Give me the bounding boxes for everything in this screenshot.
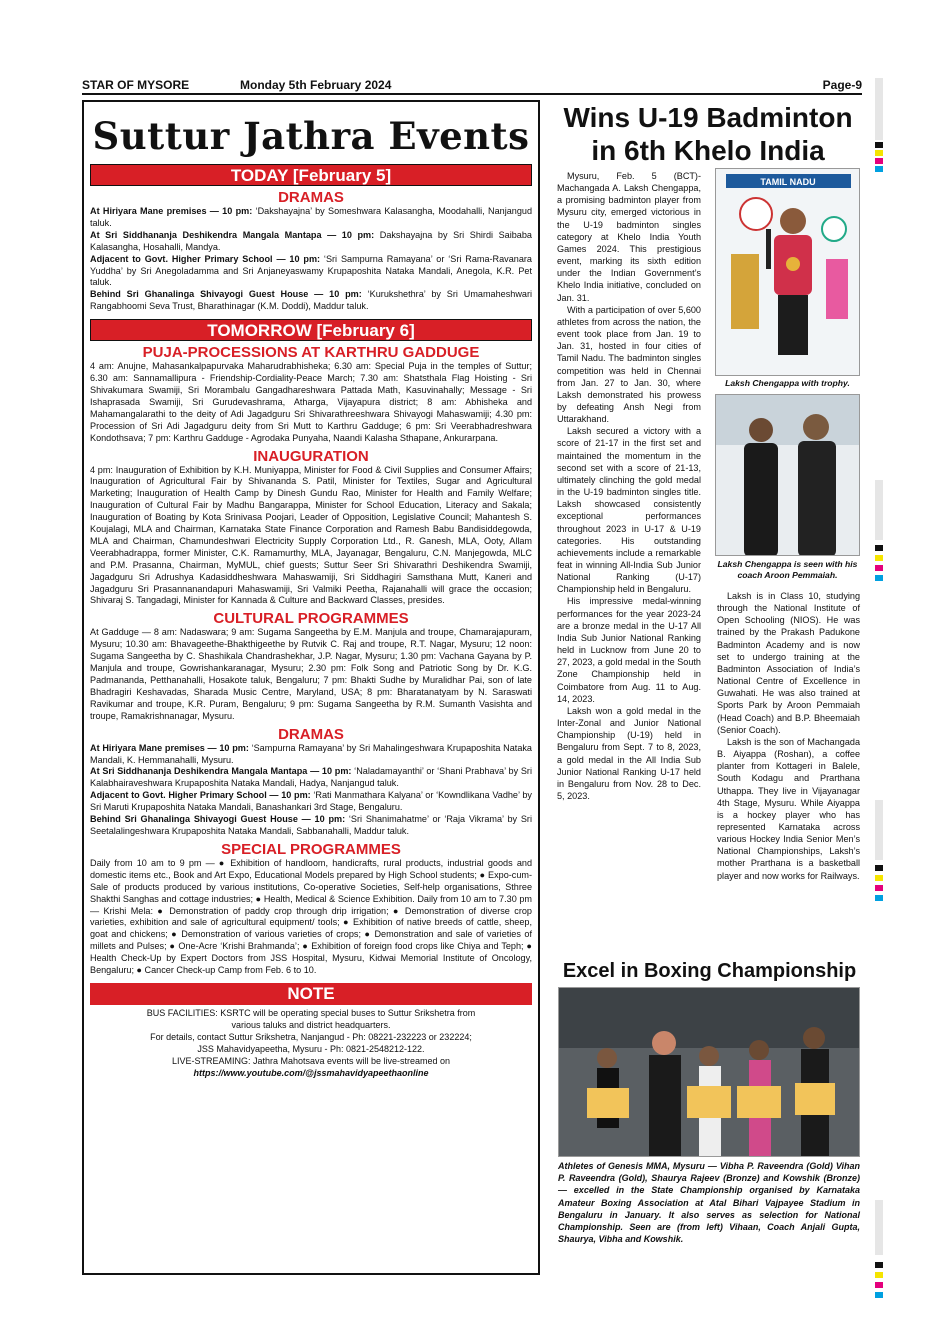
events-box bbox=[82, 100, 540, 1275]
list-item: At Hiriyara Mane premises — 10 pm: ‘Sampurna Ramayana’ by Sri Mahalingeshwara Krupaposhita Nataka Mandali, K. Hemmanahalli, Mysuru. bbox=[90, 742, 532, 765]
boxing-team-photo bbox=[558, 987, 860, 1157]
print-strip bbox=[875, 800, 883, 860]
page-number: Page-9 bbox=[822, 78, 862, 92]
paper-name: STAR OF MYSORE bbox=[82, 78, 190, 92]
note-text: BUS FACILITIES: KSRTC will be operating special buses to Suttur Srikshetra from various taluks and district headquarters. For details, contact Suttur Srikshetra, Nanjangud - Ph: 08221-232223 or 232224; JSS Mahavidyapeetha, Mysuru - Ph: 0821-2548212-122. LIVE-STREAMING: Jathra Mahotsava events will be live-streamed on https://www.youtube.com/@jssmahavidyapeethaonline bbox=[84, 1005, 538, 1081]
print-strip bbox=[875, 78, 883, 140]
list-item: At Sri Siddhananja Deshikendra Mangala Mantapa — 10 pm: ‘Naladamayanthi’ or ‘Shani Prabhava’ by Sri Kalabhairaveshwara Krupaposhita Nataka Mandali, Hadya, Nanjangud taluk. bbox=[90, 766, 532, 789]
color-mark bbox=[875, 1292, 883, 1298]
boxing-headline: Excel in Boxing Championship bbox=[562, 960, 857, 982]
print-strip bbox=[875, 1200, 883, 1255]
puja-heading: PUJA-PROCESSIONS AT KARTHRU GADDUGE bbox=[142, 344, 480, 362]
header-rule bbox=[82, 93, 862, 95]
youtube-link[interactable]: https://www.youtube.com/@jssmahavidyapeethaonline bbox=[193, 1067, 429, 1078]
color-mark bbox=[875, 885, 883, 891]
print-strip bbox=[875, 480, 883, 540]
dramas-heading: DRAMAS bbox=[278, 725, 344, 743]
inauguration-text: 4 pm: Inauguration of Exhibition by K.H. Muniyappa, Minister for Food & Civil Supplies and Consumer Affairs; Inauguration of Agricultural Fair by Shivananda S. Patil, Minister for Textiles, Sugar and Agricultural Marketing; Inauguration of Health Camp by Dinesh Gundu Rao, Minister for Health and Family Welfare; Inauguration of Cultural Fair by Madhu Bangarappa, Minister for School Education, Literacy and Sakala; Inauguration of Boating by Kota Srinivasa Poojari, Leader of Opposition, Legislative Council; Mahantesh S. Koujalagi, MLA and Chairman, Karnataka State Finance Corporation and Ramesh Babu Bandisiddegowda, MLA and Chairman, Chamundeshwari Electricity Supply Corporation Ltd., R. Ganesh, MLA, Ooty, Allam Veerabhadrappa, former Minister, C.K. Ramamurthy, MLA, Jayanagar, Bengaluru, C.N. Manjegowda, MLC and P.M. Prasanna, Chairman, MyMUL, chief guests; Suttur Seer Sri Shivarathri Deshikendra Swamiji, Jagadguru Sri Adrushya Kadasiddheshwara Mahaswamiji, Sri Siddhagiri Samsthana Mutt, Kaneri and Jagadguru Sri Prasannanandapuri Mahaswamiji, Sri Valmiki Peetha, Rajanahalli will grace the occasion; Shivaraj S. Tangadagi, Minister for Kannada & Culture and Backward Classes, presides. bbox=[90, 464, 532, 606]
laksh-coach-photo bbox=[715, 394, 860, 556]
today-dramas-list bbox=[84, 206, 538, 313]
list-item: Behind Sri Ghanalinga Shivayogi Guest House — 10 pm: ‘Kurukshethra’ by Sri Umamaheshwari Rangabhoomi Seva Trust, Bharathinagar (K.M. Doddi), Maddur taluk. bbox=[90, 289, 532, 312]
inauguration-heading: INAUGURATION bbox=[253, 447, 369, 465]
color-mark bbox=[875, 1262, 883, 1268]
issue-date: Monday 5th February 2024 bbox=[240, 78, 392, 92]
list-item: Behind Sri Ghanalinga Shivayogi Guest House — 10 pm: ‘Sri Shanimahatme’ or ‘Raja Vikrama’ by Sri Seetalalingeshwara Krupaposhita Nataka Mandali, Sabbanahalli, Maddur taluk. bbox=[90, 814, 532, 836]
list-item: At Sri Siddhananja Deshikendra Mangala Mantapa — 10 pm: Dakshayajna by Sri Shirdi Saibaba Kalasangha, Hosahalli, Mandya. bbox=[90, 229, 532, 252]
badminton-column-1: Mysuru, Feb. 5 (BCT)- Machangada A. Laksh Chengappa, a promising badminton player from Mysuru city, emerged victorious in the U-19 badminton singles category at Khelo India Youth Games 2024. This prestigious event, marking its sixth edition under the Indian Government’s Khelo India initiative, concluded on Jan. 31. With a participation of over 5,600 athletes from across the nation, the event took place from Jan. 19 to Jan. 31, hosted in four cities of Tamil Nadu. The badminton singles competition was held in Chennai from Jan. 27 to Jan. 30, where Laksh demonstrated his prowess by defeating Ansh Negi from Uttarakhand. Laksh secured a victory with a score of 21-17 in the first set and maintained the momentum in the second set with a score of 21-13, ultimately clinching the gold medal in the U-19 badminton singles title. Laksh showcased consistently exceptional performances throughout 2023 in U-17 & U-19 categories. His outstanding achievements include a remarkable feat in winning All-India Sub Junior National Ranking (U-17) Championship held in Bengaluru. His impressive medal-winning performances for the year 2023-24 are a bronze medal in the U-17 All India Sub Junior National Ranking held in Lucknow from June 20 to 27, 2023, a gold medal in the South Zone Championship held in Coimbatore from Aug. 11 to Aug. 14, 2023. Laksh won a gold medal in the Inter-Zonal and Junior National Championship (U-19) held in Bengaluru from Sept. 7 to 8, 2023, a gold medal in the All India Sub Junior National Ranking U-17 held in Bengaluru from Nov. 28 to Dec. 5, 2023. bbox=[557, 171, 701, 801]
badminton-column-2: Laksh is in Class 10, studying through the National Institute of Open Schooling (NIOS). He was trained by the Prakash Padukone Badminton Academy and is now set to undergo training at the Badminton Association of India’s National Centre of Excellence in Guwahati. He was also trained at Sports Park by Aroon Pemmaiah (Head Coach) and B.P. Bheemaiah (Senior Coach). Laksh is the son of Machangada B. Aiyappa (Roshan), a coffee planter from Kottageri in Balele, South Kodagu and Prarthana Uthappa. They live in Vijayanagar 4th Stage, Mysuru. While Aiyappa is a hockey player who has represented Karnataka across various Hockey India Senior Men’s National Championships, Laksh’s mother Prarthana is a basketball player and now works for Railways. bbox=[717, 591, 860, 881]
color-mark bbox=[875, 565, 883, 571]
color-mark bbox=[875, 166, 883, 172]
color-mark bbox=[875, 545, 883, 551]
color-mark bbox=[875, 1272, 883, 1278]
color-mark bbox=[875, 865, 883, 871]
banner-label: TAMIL NADU bbox=[760, 177, 816, 187]
color-mark bbox=[875, 895, 883, 901]
boxing-caption: Athletes of Genesis MMA, Mysuru — Vibha P. Raveendra (Gold) Vihan P. Raveendra (Gold), Shaurya Rajeev (Bronze) and Kowshik (Bronze) — excelled in the State Championship organised by Karnataka Amateur Boxing Association at Atal Bihari Vajpayee Stadium in Bengaluru in January. It also serves as selection for National Championship. Seen are (from left) Vihaan, Coach Anjali Gupta, Shaurya, Vibha and Kowshik. bbox=[558, 1161, 860, 1245]
photo-caption-trophy: Laksh Chengappa with trophy. bbox=[725, 378, 850, 388]
color-mark bbox=[875, 555, 883, 561]
color-mark bbox=[875, 142, 883, 148]
puja-text: 4 am: Anujne, Mahasankalpapurvaka Maharudrabhisheka; 6.30 am: Special Puja in the temples of Suttur; 6.30 am: Sannamallipura - Friendship-Cordiality-Peace March; 7.30 am: Shatsthala Flag Hoisting - Sri Shivakumara Swamiji, Sri Morambalu Gangadhareshwara Pattada Math, Kasuvinahally; Message - Sri Ishaprasada Swamiji, Sri Gurudevashrama, Atharga, Vijayapura district; 8 am: Abhisheka and Mahamangalarathi to the deity of Adi Jagadguru Sri Shivarathreeshwara Shivayogi Mahaswamiji; 4.30 pm: Procession of Sri Adi Jagadguru deity from Sri Mutt to Karthru Gadduge; 6 pm: Sri Veerabhadreshwara Kondothsava; 7 pm: Karthru Gadduge - Agrodaka Punyaha, Naandi Kalasha Sthapane, Ankurarpana. bbox=[90, 361, 532, 443]
laksh-trophy-photo bbox=[715, 168, 860, 376]
badminton-headline: Wins U-19 Badminton in 6th Khelo India bbox=[563, 102, 853, 166]
cultural-heading: CULTURAL PROGRAMMES bbox=[213, 610, 409, 628]
list-item: Adjacent to Govt. Higher Primary School — 10 pm: ‘Sri Sampurna Ramayana’ or ‘Sri Rama-Ravanara Yuddha’ by Sri Anegoladamma and Sri Anjaneyaswamy Krupaposhita Nataka Mandali, Anegola, K.R. Pet taluk. bbox=[90, 253, 532, 288]
list-item: Adjacent to Govt. Higher Primary School — 10 pm: ‘Rati Manmathara Kalyana’ or ‘Kowndlikana Vadhe’ by Sri Maruti Krupaposhita Nataka Mandali, Banashankari 3rd Stage, Bengaluru. bbox=[90, 790, 532, 813]
events-title: Suttur Jathra Events bbox=[92, 114, 530, 158]
special-heading: SPECIAL PROGRAMMES bbox=[221, 840, 401, 858]
color-mark bbox=[875, 875, 883, 881]
special-text: Daily from 10 am to 9 pm — ● Exhibition of handloom, handicrafts, rural products, industrial goods and domestic items etc., Book and Art Expo, Educational Models prepared by High School students; ● Expo-cum-Sale of products produced by various institutions, Co-operative Societies, Self-help organisations, Sthree Shakthi Sanghas and cottage industries; ● Health, Medical & Science Exhibition. Daily from 10 am to 7.30 pm — Krishi Mela: ● Demonstration of paddy crop through drip irrigation; ● Demonstration of diverse crop varieties, exhibition and sale of agricultural equipment/ tools; ● Exhibition of native breeds of cattle, sheep, goat and chickens; ● Demonstration of various varieties of crops; ● Demonstration and sale of varieties of millets and Pulses; ● One-Acre ‘Krishi Brahmanda’; ● Exhibition of foreign food crops like Chiya and Teph; ● Health Check-Up by Expert Doctors from JSS Hospital, Mysuru, Kidwai Memorial Institute of Oncology, Bengaluru; ● Cancer Check-up Camp from Feb. 6 to 10. bbox=[90, 857, 532, 976]
today-bar: TODAY [February 5] bbox=[90, 164, 532, 186]
today-dramas-heading: DRAMAS bbox=[278, 189, 344, 206]
color-mark bbox=[875, 150, 883, 156]
tomorrow-bar: TOMORROW [February 6] bbox=[90, 319, 532, 341]
dramas-list bbox=[84, 743, 538, 838]
photo-caption-coach: Laksh Chengappa is seen with his coach Aroon Pemmaiah. bbox=[717, 559, 858, 580]
color-mark bbox=[875, 575, 883, 581]
color-mark bbox=[875, 158, 883, 164]
list-item: At Hiriyara Mane premises — 10 pm: ‘Dakshayajna’ by Someshwara Kalasangha, Moodahalli, Nanjangud taluk. bbox=[90, 206, 533, 228]
note-bar: NOTE bbox=[90, 983, 532, 1005]
color-mark bbox=[875, 1282, 883, 1288]
cultural-text: At Gadduge — 8 am: Nadaswara; 9 am: Sugama Sangeetha by E.M. Manjula and troupe, Chamarajapuram, Mysuru; 10.30 am: Bhavageethe-Bhakthigeethe by Rutvik C. Raj and troupe, R.T. Nagar, Mysuru; 12 noon: Sugama Sangeetha by C. Shashikala Chandrashekhar, J.P. Nagar, Mysuru; 1.30 pm: Vachana Gayana by P. Manjula and troupe, Gowrishankaranagar, Mysuru; 2.30 pm: Folk Song and Patriotic Song by Dr. K.G. Padmananda, Petthanahalli, Hosakote taluk, Bengaluru; 7 pm: Bhakti Sudhe by Muralidhar Pai, son of late Bhadragiri Keshavadas, Sharada Music Centre, Maryland, USA; 8 pm: Bharatanatyam by N. Saraswati Ravikumar and troupe, K.R. Puram, Bengaluru; 9 pm: Sugama Sangeetha by R.M. Sumanth Vasishta and troupe, Ramakrishnanagar, Mysuru. bbox=[90, 627, 532, 721]
